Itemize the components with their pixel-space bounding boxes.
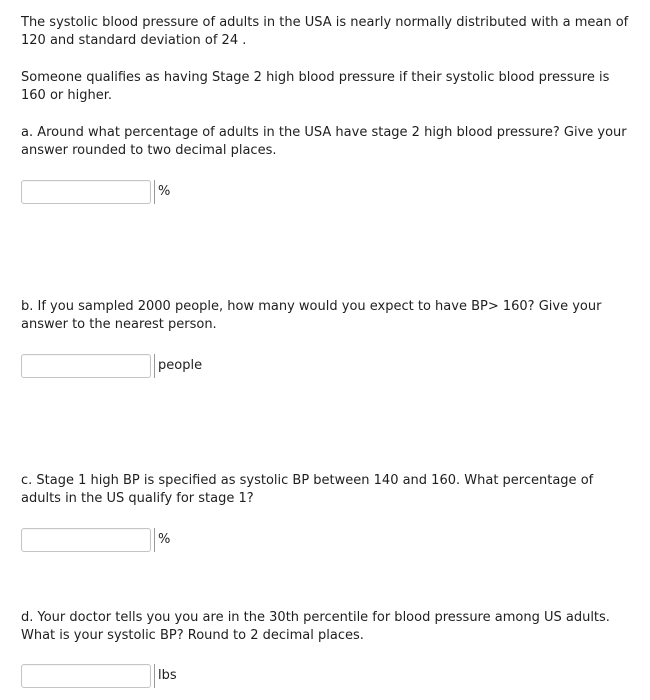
- question-a-answer-row: [21, 179, 170, 205]
- question-d-answer-row: [21, 663, 177, 689]
- intro-paragraph-distribution: The systolic blood pressure of adults in the USA is nearly normally distributed with a mean of 120 and standard deviation of 24 .: [21, 15, 629, 48]
- intro-paragraph-stage2-definition: Someone qualifies as having Stage 2 high blood pressure if their systolic blood pressure is 160 or higher.: [21, 70, 610, 103]
- question-b-answer-input[interactable]: [21, 354, 151, 378]
- question-a-text: a. Around what percentage of adults in the USA have stage 2 high blood pressure? Give your answer rounded to two decimal places.: [21, 125, 627, 158]
- question-a-unit-label: %: [158, 184, 171, 199]
- question-d-text: d. Your doctor tells you you are in the 30th percentile for blood pressure among US adults. What is your systolic BP? Round to 2 decimal places.: [21, 610, 610, 643]
- question-c-answer-input[interactable]: [21, 528, 151, 552]
- question-b-unit-label: people: [158, 358, 203, 373]
- unit-separator: [154, 528, 155, 552]
- question-c-text: c. Stage 1 high BP is specified as systolic BP between 140 and 160. What percentage of adults in the US qualify for stage 1?: [21, 473, 594, 506]
- unit-separator: [154, 664, 155, 688]
- unit-separator: [154, 180, 155, 204]
- question-c-answer-row: [21, 527, 170, 553]
- question-d-answer-input[interactable]: [21, 664, 151, 688]
- question-a-answer-input[interactable]: [21, 180, 151, 204]
- unit-separator: [154, 354, 155, 378]
- question-b-text: b. If you sampled 2000 people, how many would you expect to have BP> 160? Give your answer to the nearest person.: [21, 299, 602, 332]
- question-c-unit-label: %: [158, 532, 171, 547]
- question-b-answer-row: [21, 353, 202, 379]
- question-d-unit-label: lbs: [158, 668, 177, 683]
